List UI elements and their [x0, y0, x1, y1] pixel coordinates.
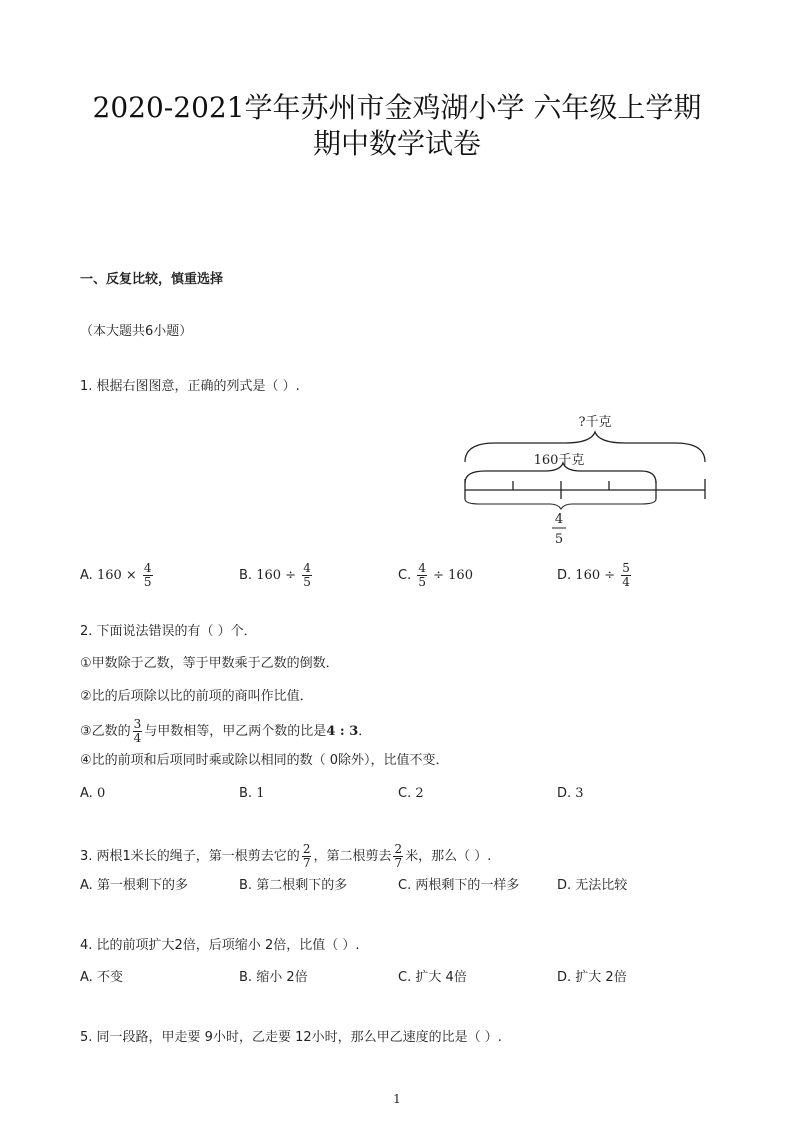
diagram-frac-den: 5 — [554, 532, 564, 547]
q2-option-d[interactable]: D. 3 — [557, 786, 584, 801]
q2-option-a[interactable]: A. 0 — [80, 786, 106, 801]
section-heading: 一、反复比较，慎重选择 — [80, 272, 224, 287]
q2-option-c[interactable]: C. 2 — [398, 786, 424, 801]
diagram-frac-num: 4 — [554, 512, 564, 527]
q2-statement-4: ④比的前项和后项同时乘或除以相同的数（ 0除外），比值不变． — [80, 753, 449, 768]
exam-title-line1: 2020-2021学年苏州市金鸡湖小学 六年级上学期 — [92, 91, 702, 124]
q1-option-b[interactable]: B. 160 ÷ $\frac{4}{5}$ — [239, 561, 311, 589]
total-brace — [465, 432, 705, 462]
question-3-text: 3. 两根1米长的绳子，第一根剪去它的 $\frac{2}{7}$ ，第二根剪去 $\frac{2}{7}$ 米，那么（ ）. — [80, 842, 492, 870]
q4-option-d[interactable]: D. 扩大 2倍 — [557, 970, 627, 985]
q4-option-a[interactable]: A. 不变 — [80, 970, 123, 985]
exam-title-line2: 期中数学试卷 — [312, 127, 481, 160]
q2-option-b[interactable]: B. 1 — [239, 786, 265, 801]
diagram-top-label: ?千克 — [578, 415, 612, 430]
fraction: $\frac{4}{5}$ — [303, 561, 311, 589]
fraction: $\frac{5}{4}$ — [622, 561, 630, 589]
q2-statement-3: ③乙数的 $\frac{3}{4}$ 与甲数相等，甲乙两个数的比是4 : 3． — [80, 717, 372, 745]
diagram-mid-label: 160千克 — [533, 453, 585, 468]
q2-statement-1: ①甲数除于乙数，等于甲数乘于乙数的倒数． — [80, 656, 339, 671]
fraction: $\frac{2}{7}$ — [394, 842, 403, 870]
question-4-text: 4. 比的前项扩大2倍，后项缩小 2倍，比值（ ）. — [80, 938, 360, 953]
fraction: $\frac{4}{5}$ — [143, 561, 152, 589]
q3-option-d[interactable]: D. 无法比较 — [557, 878, 628, 893]
q2-statement-2: ②比的后项除以比的前项的商叫作比值． — [80, 689, 313, 704]
q3-option-b[interactable]: B. 第二根剩下的多 — [239, 878, 348, 893]
fraction: $\frac{2}{7}$ — [302, 842, 311, 870]
fraction: $\frac{3}{4}$ — [133, 717, 142, 745]
question-1-text: 1. 根据右图图意，正确的列式是（ ）. — [80, 379, 300, 394]
section-note: （本大题共6小题） — [80, 324, 193, 339]
question-2-text: 2. 下面说法错误的有（ ）个． — [80, 624, 257, 639]
page-number: 1 — [393, 1092, 401, 1106]
part-brace — [465, 463, 656, 483]
fraction-brace — [465, 499, 656, 509]
q1-option-a[interactable]: A. 160 × $\frac{4}{5}$ — [80, 561, 152, 589]
q4-option-c[interactable]: C. 扩大 4倍 — [398, 970, 467, 985]
q4-option-b[interactable]: B. 缩小 2倍 — [239, 970, 308, 985]
question-5-text: 5. 同一段路，甲走要 9小时，乙走要 12小时，那么甲乙速度的比是（ ）. — [80, 1030, 502, 1045]
line-segment-diagram — [455, 405, 715, 550]
fraction: $\frac{4}{5}$ — [418, 561, 426, 589]
q1-option-c[interactable]: C. $\frac{4}{5}$ ÷ 160 — [398, 561, 473, 589]
q1-option-d[interactable]: D. 160 ÷ $\frac{5}{4}$ — [557, 561, 630, 589]
q3-option-a[interactable]: A. 第一根剩下的多 — [80, 878, 188, 893]
q3-option-c[interactable]: C. 两根剩下的一样多 — [398, 878, 520, 893]
